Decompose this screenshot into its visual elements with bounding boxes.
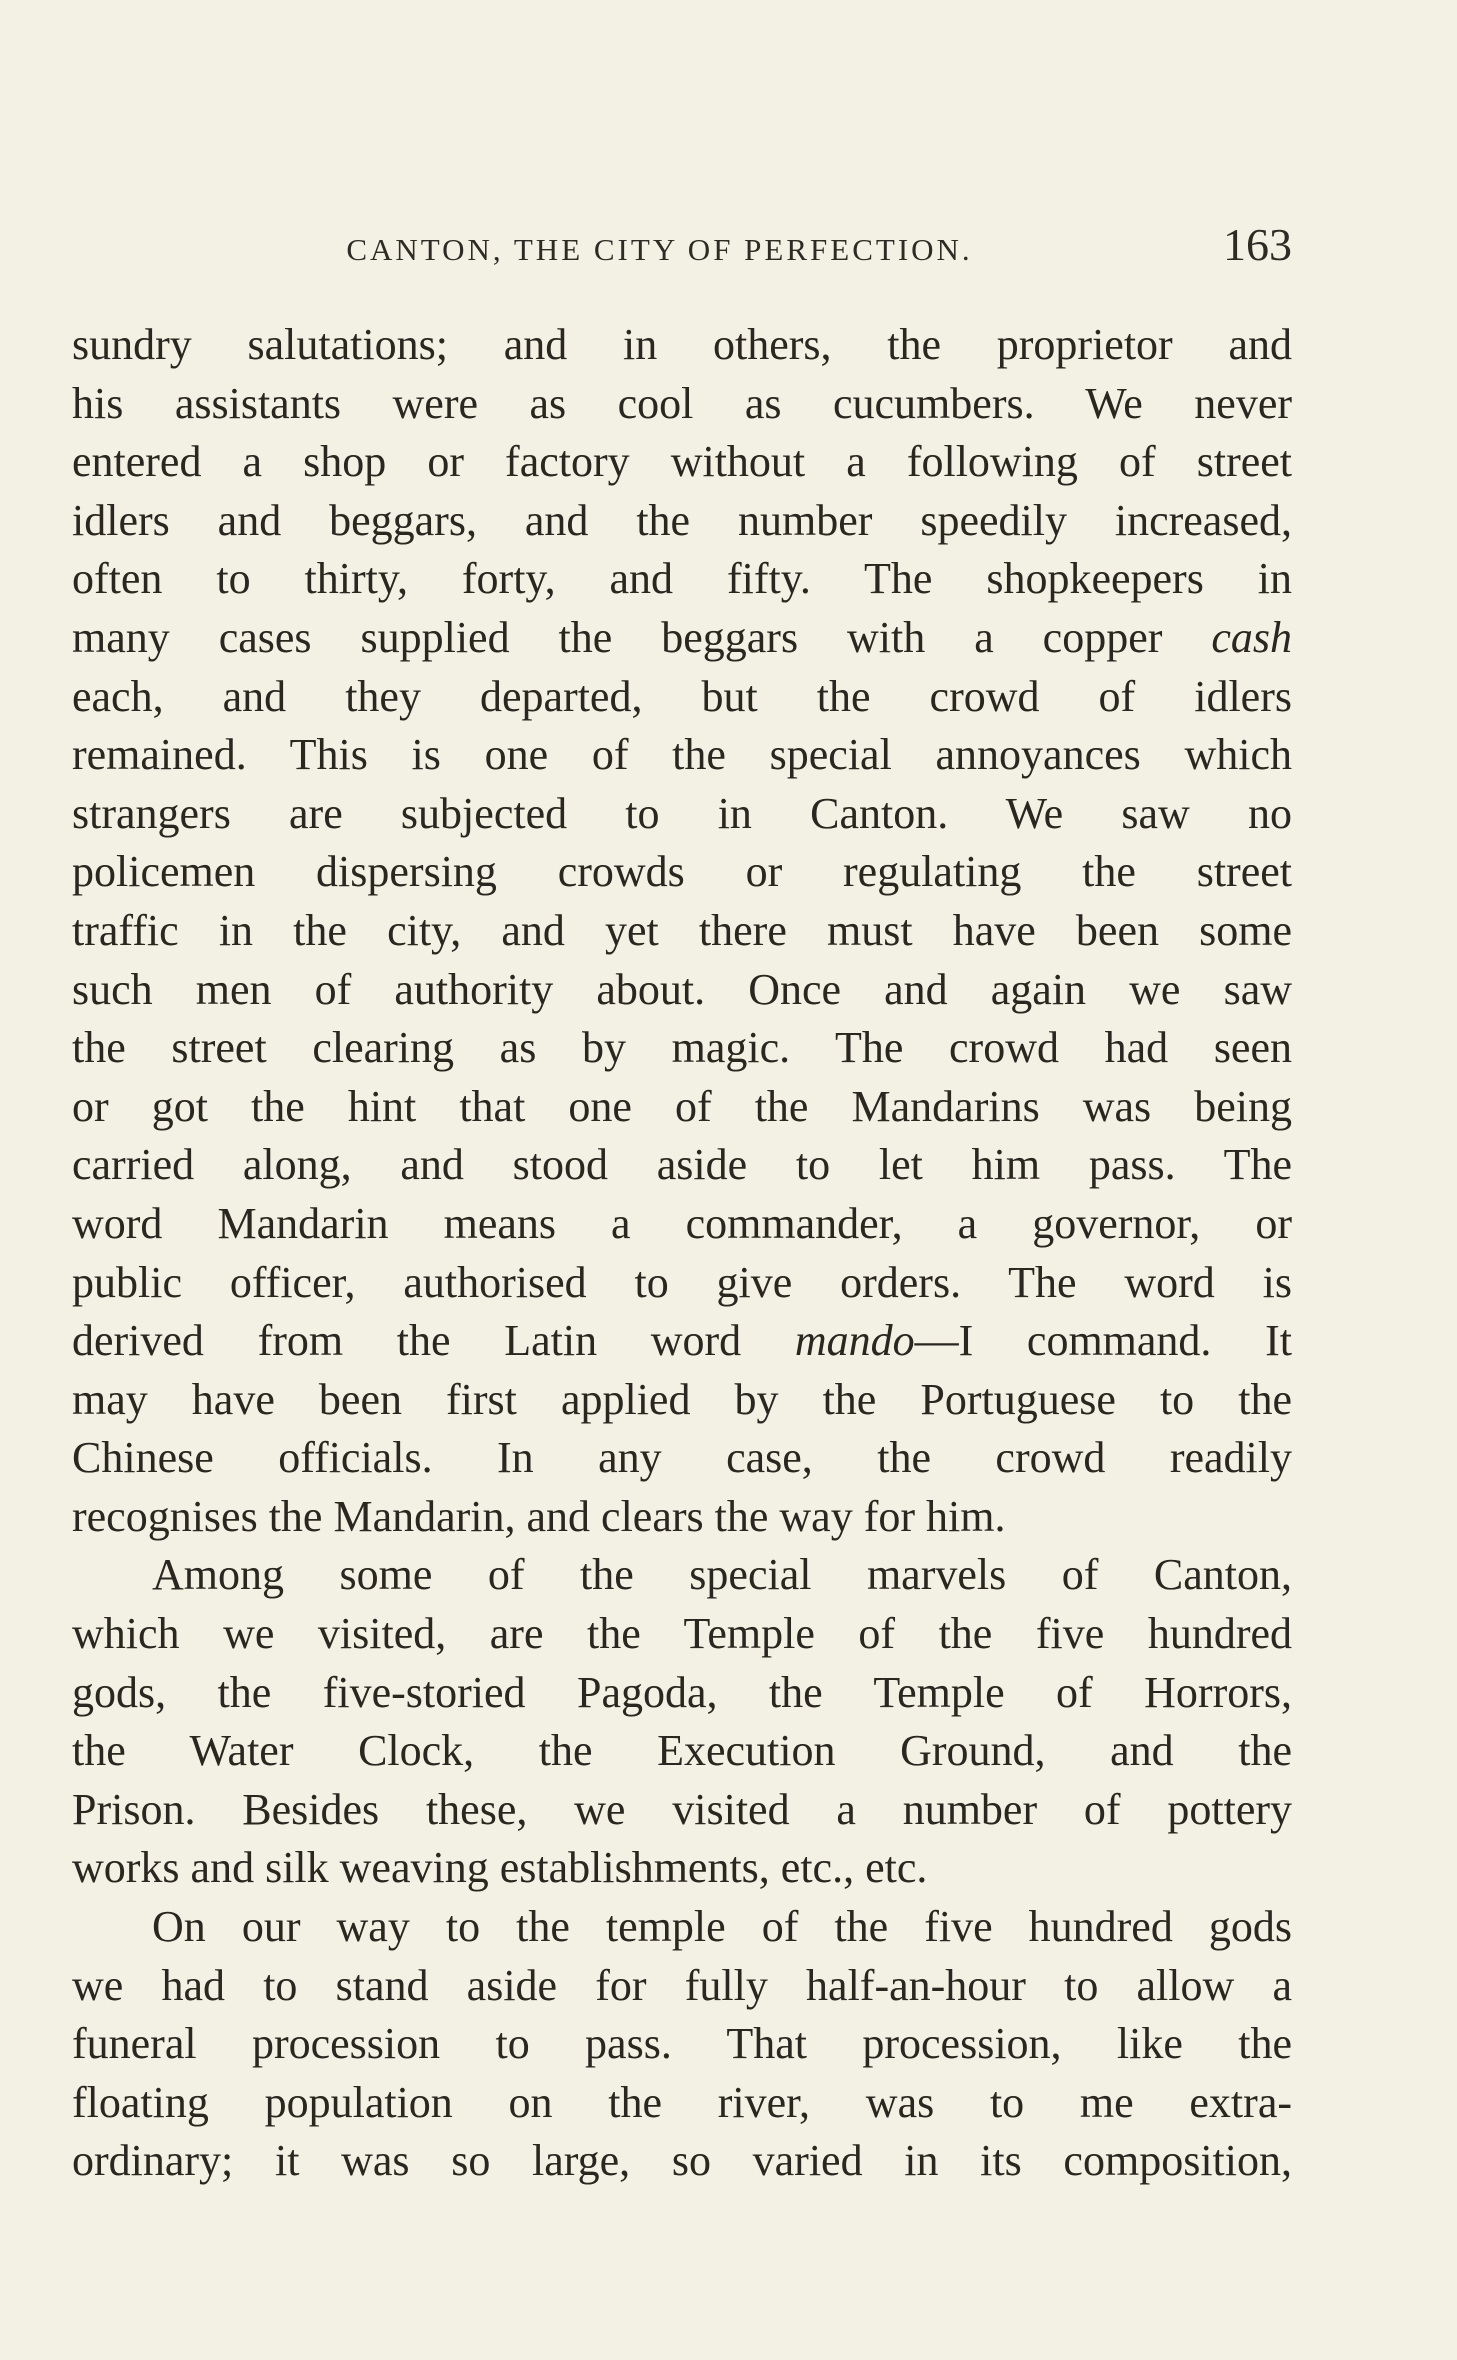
text-line [72,1312,1292,1371]
text-line: Prison. Besides these, we visited a number of pottery [72,1784,1292,1834]
text-line: idlers and beggars, and the number speedily increased, [72,495,1292,545]
text-line: policemen dispersing crowds or regulating the street [72,847,1292,897]
text-segment: —I command. It [914,1316,1292,1366]
text-line: word Mandarin means a commander, a governor, or [72,1198,1292,1248]
text-line: gods, the five-storied Pagoda, the Temple of Horrors, [72,1667,1292,1717]
text-line: often to thirty, forty, and fifty. The shopkeepers in [72,554,1292,604]
italic-word: mando [794,1316,915,1366]
text-line: the Water Clock, the Execution Ground, and the [72,1726,1292,1776]
text-line: floating population on the river, was to me extra- [72,2077,1292,2127]
text-line: or got the hint that one of the Mandarins was being [72,1081,1292,1131]
text-line [72,609,1292,668]
text-line: works and silk weaving establishments, etc., etc. [72,1843,928,1893]
text-line: recognises the Mandarin, and clears the way for him. [72,1491,1006,1541]
text-line: we had to stand aside for fully half-an-hour to allow a [72,1960,1292,2010]
text-line: the street clearing as by magic. The crowd had seen [72,1023,1292,1073]
text-line: public officer, authorised to give orders. The word is [72,1257,1292,1307]
text-line: which we visited, are the Temple of the five hundred [72,1609,1292,1659]
text-line: carried along, and stood aside to let him pass. The [72,1140,1292,1190]
text-line: such men of authority about. Once and again we saw [72,964,1292,1014]
text-line: sundry salutations; and in others, the proprietor and [72,320,1292,369]
text-segment: derived from the Latin word [72,1316,795,1366]
text-line: entered a shop or factory without a following of street [72,437,1292,487]
text-line: may have been first applied by the Portuguese to the [72,1374,1292,1424]
text-line: remained. This is one of the special annoyances which [72,730,1292,780]
page-number: 163 [1223,219,1292,270]
italic-word: cash [1211,612,1292,662]
text-line: Among some of the special marvels of Canton, [152,1550,1292,1600]
running-title: CANTON, THE CITY OF PERFECTION. [346,232,973,267]
text-line: funeral procession to pass. That procession, like the [72,2019,1292,2069]
text-line: On our way to the temple of the five hundred gods [152,1902,1292,1952]
text-line: his assistants were as cool as cucumbers. We never [72,378,1292,428]
body-text [72,316,1292,2191]
text-line: strangers are subjected to in Canton. We saw no [72,788,1292,838]
text-line: each, and they departed, but the crowd of idlers [72,671,1292,721]
text-line: traffic in the city, and yet there must have been some [72,905,1292,955]
text-line: ordinary; it was so large, so varied in its composition, [72,2136,1292,2186]
text-line: Chinese officials. In any case, the crowd readily [72,1433,1292,1483]
running-head [72,218,1292,278]
text-segment: many cases supplied the beggars with a copper [72,612,1212,662]
